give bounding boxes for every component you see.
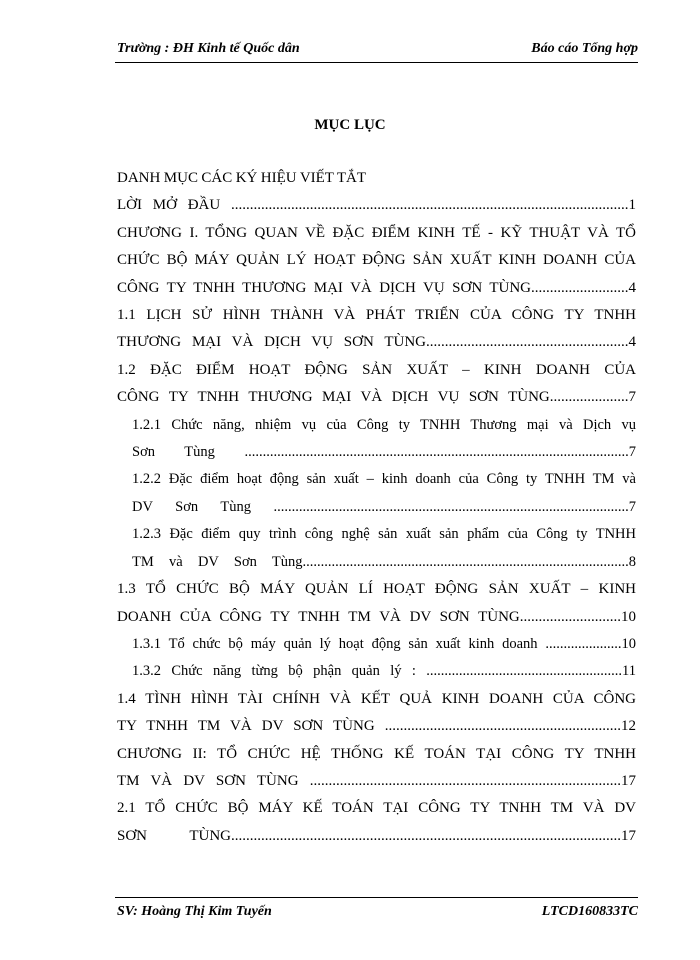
toc-chapter-1-line-3[interactable]: CÔNG TY TNHH THƯƠNG MẠI VÀ DỊCH VỤ SƠN TÙNG..........................4 <box>117 279 636 296</box>
page-header <box>115 38 638 63</box>
toc-section-1-2-2-line-1[interactable]: 1.2.2 Đặc điểm hoạt động sản xuất – kinh doanh của Công ty TNHH TM và <box>132 471 636 488</box>
toc-section-1-2-3-line-2[interactable]: TM và DV Sơn Tùng..........................................................................................8 <box>132 553 636 570</box>
header-school: Trường : ĐH Kinh tế Quốc dân <box>117 41 300 56</box>
table-of-contents <box>117 165 636 850</box>
header-report-type: Báo cáo Tổng hợp <box>531 41 638 56</box>
toc-chapter-2-line-1[interactable]: CHƯƠNG II: TỔ CHỨC HỆ THỐNG KẾ TOÁN TẠI CÔNG TY TNHH <box>117 745 636 762</box>
footer-student-name: SV: Hoàng Thị Kim Tuyến <box>117 904 272 919</box>
toc-section-1-3-1[interactable]: 1.3.1 Tổ chức bộ máy quản lý hoạt động sản xuất kinh doanh .....................10 <box>132 635 636 652</box>
toc-section-2-1-line-1[interactable]: 2.1 TỔ CHỨC BỘ MÁY KẾ TOÁN TẠI CÔNG TY TNHH TM VÀ DV <box>117 800 636 817</box>
toc-section-1-1-line-2[interactable]: THƯƠNG MẠI VÀ DỊCH VỤ SƠN TÙNG......................................................4 <box>117 334 636 351</box>
toc-section-2-1-line-2[interactable]: SƠN TÙNG........................................................................................................17 <box>117 827 636 844</box>
toc-section-1-1-line-1[interactable]: 1.1 LỊCH SỬ HÌNH THÀNH VÀ PHÁT TRIỂN CỦA CÔNG TY TNHH <box>117 307 636 324</box>
toc-section-1-3-line-1[interactable]: 1.3 TỔ CHỨC BỘ MÁY QUẢN LÍ HOẠT ĐỘNG SẢN XUẤT – KINH <box>117 581 636 598</box>
page-footer <box>115 897 638 922</box>
toc-section-1-2-line-2[interactable]: CÔNG TY TNHH THƯƠNG MẠI VÀ DỊCH VỤ SƠN TÙNG.....................7 <box>117 389 636 406</box>
toc-section-1-2-3-line-1[interactable]: 1.2.3 Đặc điểm quy trình công nghệ sản xuất sản phẩm của Công ty TNHH <box>132 526 636 543</box>
toc-section-1-2-line-1[interactable]: 1.2 ĐẶC ĐIỂM HOẠT ĐỘNG SẢN XUẤT – KINH DOANH CỦA <box>117 361 636 378</box>
toc-section-1-3-line-2[interactable]: DOANH CỦA CÔNG TY TNHH TM VÀ DV SƠN TÙNG...........................10 <box>117 608 636 625</box>
toc-chapter-1-line-2[interactable]: CHỨC BỘ MÁY QUẢN LÝ HOẠT ĐỘNG SẢN XUẤT KINH DOANH CỦA <box>117 252 636 269</box>
toc-section-1-2-2-line-2[interactable]: DV Sơn Tùng ..................................................................................................7 <box>132 498 636 515</box>
toc-section-1-4-line-1[interactable]: 1.4 TÌNH HÌNH TÀI CHÍNH VÀ KẾT QUẢ KINH DOANH CỦA CÔNG <box>117 690 636 707</box>
toc-section-1-4-line-2[interactable]: TY TNHH TM VÀ DV SƠN TÙNG ...............................................................12 <box>117 718 636 735</box>
page-title: MỤC LỤC <box>314 117 386 133</box>
toc-section-1-2-1-line-2[interactable]: Sơn Tùng ..........................................................................................................7 <box>132 444 636 461</box>
toc-chapter-2-line-2[interactable]: TM VÀ DV SƠN TÙNG ...................................................................................17 <box>117 772 636 789</box>
toc-abbreviations[interactable]: DANH MỤC CÁC KÝ HIỆU VIẾT TẮT <box>117 170 367 186</box>
toc-section-1-3-2[interactable]: 1.3.2 Chức năng từng bộ phận quản lý : ......................................................11 <box>132 663 636 680</box>
toc-chapter-1-line-1[interactable]: CHƯƠNG I. TỔNG QUAN VỀ ĐẶC ĐIỂM KINH TẾ - KỸ THUẬT VÀ TỔ <box>117 224 636 241</box>
toc-section-1-2-1-line-1[interactable]: 1.2.1 Chức năng, nhiệm vụ của Công ty TNHH Thương mại và Dịch vụ <box>132 416 636 433</box>
toc-introduction[interactable]: LỜI MỞ ĐẦU ..........................................................................................................1 <box>117 197 636 214</box>
footer-student-code: LTCD160833TC <box>541 904 638 919</box>
